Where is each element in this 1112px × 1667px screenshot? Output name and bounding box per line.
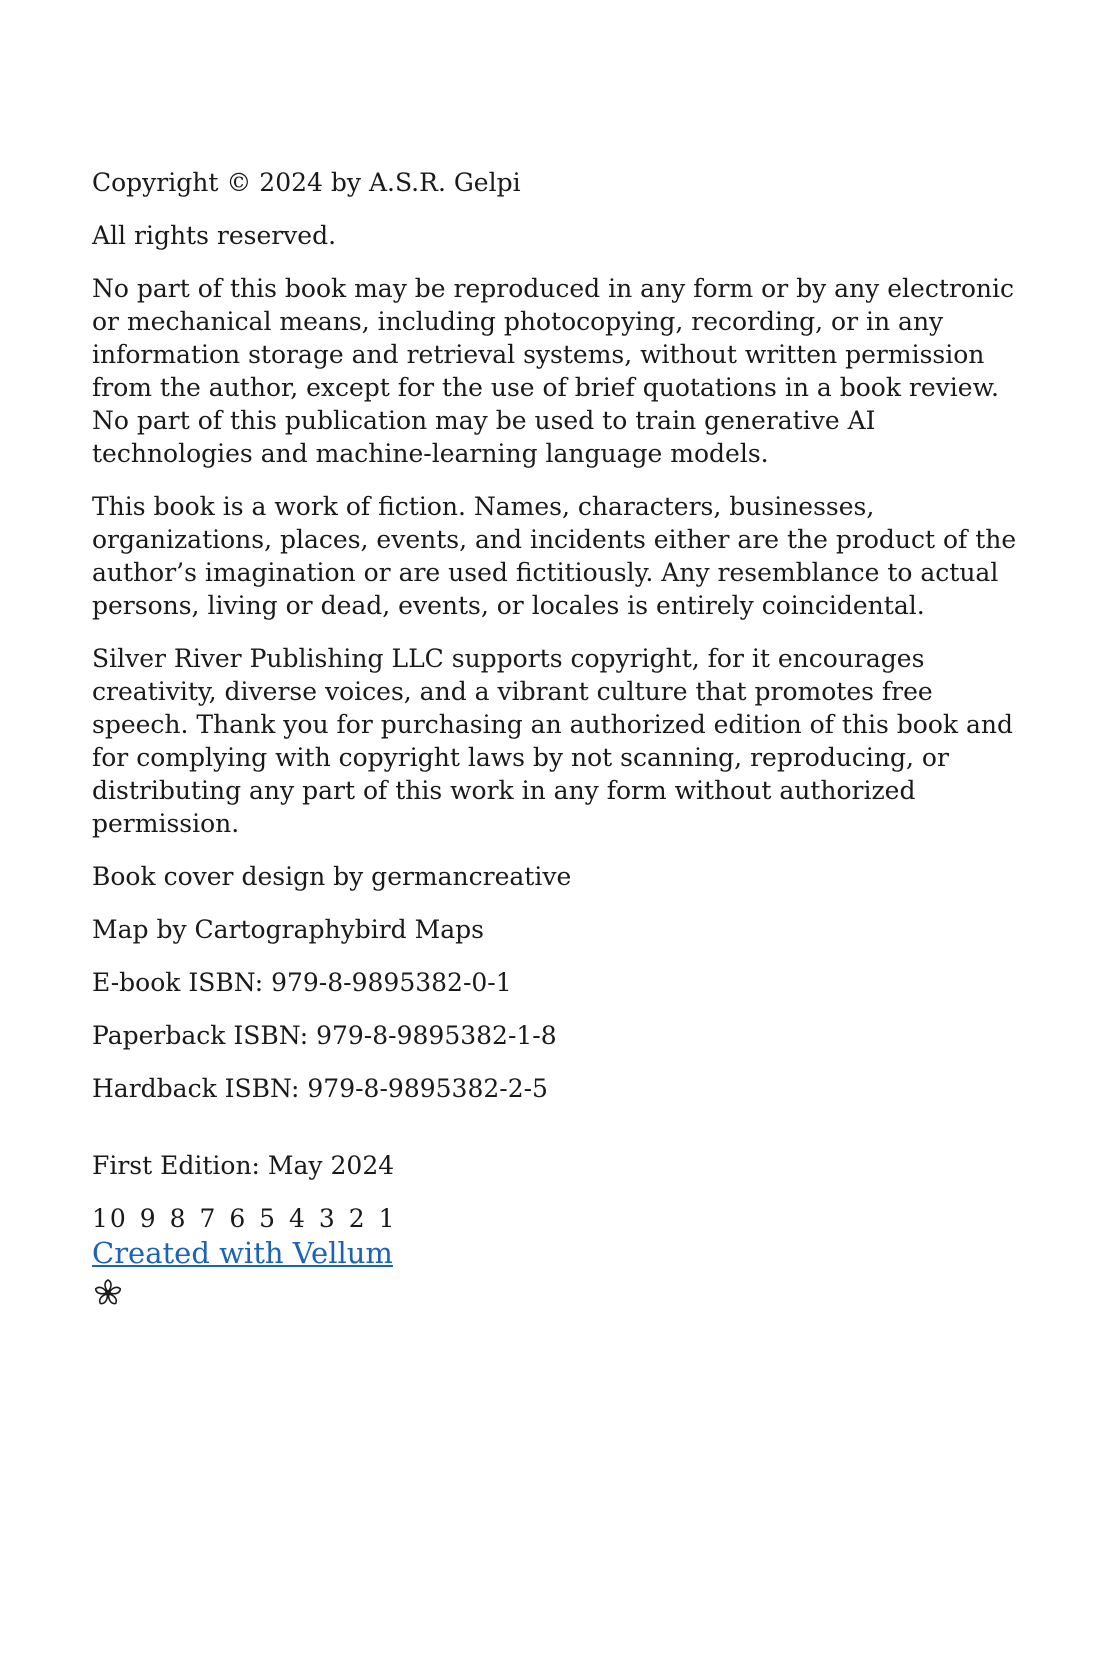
copyright-page — [92, 166, 1032, 1309]
map-credit: Map by Cartographybird Maps — [92, 915, 484, 944]
hardback-isbn: Hardback ISBN: 979-8-9895382-2-5 — [92, 1074, 548, 1103]
fiction-disclaimer: This book is a work of fiction. Names, characters, businesses, organizations, places, events, and incidents either are the product of the author’s imagination or are used fictitiously. Any resemblance to actual persons, living or dead, events, or locales is entirely coincidental. — [92, 492, 1017, 620]
rights-reserved: All rights reserved. — [92, 221, 337, 250]
ebook-isbn: E-book ISBN: 979-8-9895382-0-1 — [92, 968, 512, 997]
cover-credit: Book cover design by germancreative — [92, 862, 572, 891]
copyright-line: Copyright © 2024 by A.S.R. Gelpi — [92, 168, 521, 197]
vellum-flower-icon — [92, 1277, 124, 1309]
reproduction-notice: No part of this book may be reproduced in any form or by any electronic or mechanical means, including photocopying, recording, or in any information storage and retrieval systems, without written permission from the author, except for the use of brief quotations in a book review. No part of this publication may be used to train generative AI technologies and machine-learning language models. — [92, 274, 1014, 468]
first-edition: First Edition: May 2024 — [92, 1151, 395, 1180]
publisher-statement: Silver River Publishing LLC supports copyright, for it encourages creativity, diverse voices, and a vibrant culture that promotes free speech. Thank you for purchasing an authorized edition of this book and for complying with copyright laws by not scanning, reproducing, or distributing any part of this work in any form without authorized permission. — [92, 644, 1013, 838]
paperback-isbn: Paperback ISBN: 979-8-9895382-1-8 — [92, 1021, 557, 1050]
printing-line: 10 9 8 7 6 5 4 3 2 1 — [92, 1204, 397, 1233]
created-with-vellum-link[interactable]: Created with Vellum — [92, 1236, 393, 1270]
